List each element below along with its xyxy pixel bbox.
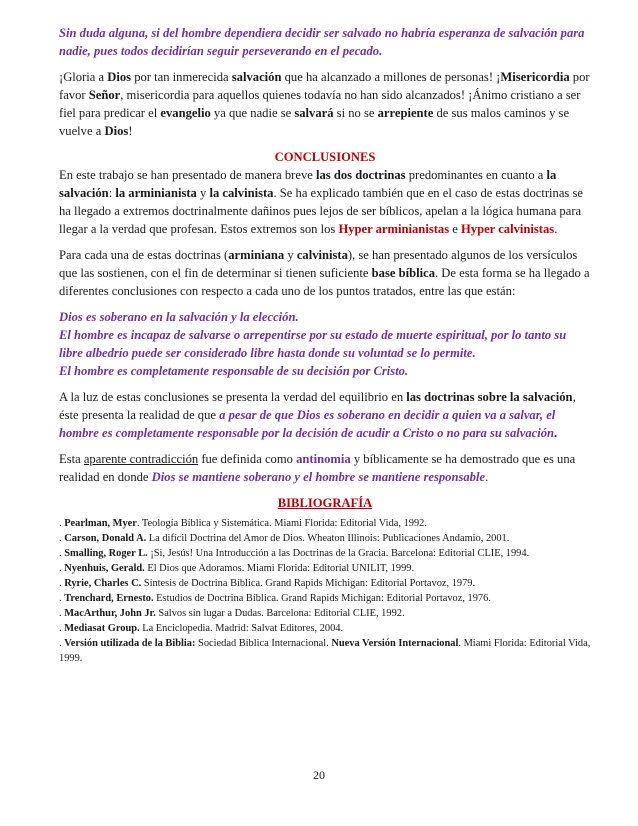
bib-details: Sociedad Bíblica Internacional. [195, 638, 332, 649]
bold-term: Dios [104, 124, 129, 138]
bold-term: la arminianista [115, 186, 197, 200]
antinomia-paragraph [59, 450, 591, 486]
bib-details: Salvos sin lugar a Dudas. Barcelona: Editorial CLIE, 1992. [155, 608, 405, 619]
text: de sus malos caminos y se vuelve a [59, 106, 570, 138]
bold-term: la calvinista [209, 186, 274, 200]
text: ! [128, 124, 133, 138]
bullet: . [59, 518, 65, 529]
bib-author: Smalling, Roger L. [64, 548, 148, 559]
text: En este trabajo se han presentado de manera breve [59, 168, 317, 182]
bibliography-entry [59, 621, 591, 636]
bold-term: arrepiente [377, 106, 434, 120]
text: Para cada una de estas doctrinas ( [59, 248, 229, 262]
text: ), se han presentado algunos de los versículos que las sostienen, con el fin de determinar si tienen suficiente [59, 248, 578, 280]
bib-title: Nueva Versión Internacional [331, 638, 459, 649]
text: , misericordia para aquellos quienes todavía no han sido alcanzados! ¡Ánimo cristiano a ser fiel para predicar el [59, 88, 581, 120]
text: Esta [59, 452, 84, 466]
bold-term: evangelio [160, 106, 211, 120]
bibliography-entry [59, 531, 591, 546]
bib-details: Síntesis de Doctrina Bíblica. Grand Rapids Michigan: Editorial Portavoz, 1979. [141, 578, 476, 589]
text: predominantes en cuanto a [405, 168, 547, 182]
conclusion-point: Dios es soberano en la salvación y la elección. [59, 310, 299, 324]
bib-details: Estudios de Doctrina Bíblica. Grand Rapids Michigan: Editorial Portavoz, 1976. [153, 593, 491, 604]
text: ¡Gloria a [59, 70, 108, 84]
bullet: . [59, 608, 65, 619]
bib-author: Trenchard, Ernesto. [64, 593, 154, 604]
bib-author: Versión utilizada de la Biblia: [64, 638, 196, 649]
conclusion-point: El hombre es incapaz de salvarse o arrepentirse por su estado de muerte espiritual, por lo tanto su libre albedrío puede ser considerado libre hasta donde su voluntad se lo permite. [59, 328, 567, 360]
text: e [449, 222, 461, 236]
text: . [554, 222, 558, 236]
bold-term: salvará [294, 106, 334, 120]
bibliography-entry [59, 516, 591, 531]
bold-term: salvación [231, 70, 282, 84]
bib-author: Carson, Donald A. [64, 533, 147, 544]
bullet: . [59, 578, 65, 589]
bold-term: arminiana [228, 248, 285, 262]
page-number: 20 [313, 768, 325, 782]
conclusion-points [59, 308, 591, 380]
bold-term: Dios [107, 70, 132, 84]
bold-term: la salvación [59, 168, 557, 200]
bullet: . [59, 563, 65, 574]
bullet: . [59, 533, 65, 544]
intro-quote: Sin duda alguna, si del hombre dependiera decidir ser salvado no habría esperanza de salvación para nadie, pues todos decidirían seguir perseverando en el pecado. [59, 26, 585, 58]
bib-details: La Enciclopedia. Madrid: Salvat Editores, 2004. [139, 623, 344, 634]
purple-term: antinomia [296, 452, 351, 466]
bib-details: El Dios que Adoramos. Miami Florida: Editorial UNILIT, 1999. [144, 563, 415, 574]
bibliography-entry [59, 576, 591, 591]
bibliography-list [59, 516, 591, 666]
bullet: . [59, 548, 65, 559]
conclusion-point: El hombre es completamente responsable de su decisión por Cristo. [59, 364, 409, 378]
bold-term: base bíblica [371, 266, 435, 280]
bib-author: MacArthur, John Jr. [64, 608, 156, 619]
text: : [108, 186, 116, 200]
text: . De esta forma se ha llegado a diferentes conclusiones con respecto a cada uno de los puntos tratados, entre las que están: [59, 266, 590, 298]
bib-details: . Miami Florida: Editorial Vida, 1999. [59, 638, 591, 664]
text: A la luz de estas conclusiones se presenta la verdad del equilibrio en [59, 390, 407, 404]
conclusiones-paragraph-2 [59, 246, 591, 300]
bib-author: Mediasat Group. [64, 623, 140, 634]
text: , éste presenta la realidad de que [59, 390, 576, 422]
conclusiones-heading: CONCLUSIONES [274, 150, 376, 164]
bib-details: ¡Si, Jesús! Una Introducción a las Doctrinas de la Gracia. Barcelona: Editorial CLIE, 1994. [147, 548, 530, 559]
bibliography-entry [59, 546, 591, 561]
bold-term: Misericordia [500, 70, 570, 84]
bibliography-entry [59, 591, 591, 606]
text: fue definida como [198, 452, 297, 466]
bib-details: La difícil Doctrina del Amor de Dios. Wheaton Illinois: Publicaciones Andamio, 2001. [146, 533, 510, 544]
bib-author: Nyenhuis, Gerald. [64, 563, 145, 574]
conclusiones-paragraph-1 [59, 166, 591, 238]
text: . [554, 426, 558, 440]
bib-author: Pearlman, Myer [64, 518, 137, 529]
text: que ha alcanzado a millones de personas! ¡ [281, 70, 501, 84]
bold-term: Señor [88, 88, 121, 102]
bibliografia-heading: BIBLIOGRAFÍA [277, 496, 373, 510]
text: ya que nadie se [210, 106, 295, 120]
text: y bíblicamente se ha demostrado que es una realidad en donde [59, 452, 576, 484]
bibliography-entry [59, 636, 591, 666]
bold-term: las doctrinas sobre la salvación [406, 390, 573, 404]
bib-author: Ryrie, Charles C. [64, 578, 142, 589]
bib-details: . Teología Bíblica y Sistemática. Miami Florida: Editorial Vida, 1992. [136, 518, 427, 529]
equilibrio-paragraph [59, 388, 591, 442]
underlined-term: aparente contradicción [83, 452, 199, 466]
red-term: Hyper calvinistas [461, 222, 555, 236]
text: si no se [333, 106, 378, 120]
text: . [485, 470, 489, 484]
page-content [59, 24, 591, 666]
text: . Se ha explicado también que en el caso de estas doctrinas se ha llegado a extremos doctrinalmente dañinos pues lejos de ser bíblicos, apelan a la lógica humana para llegar a la verdad que profesan. Estos extremos son los [59, 186, 583, 236]
bullet: . [59, 638, 65, 649]
gloria-paragraph [59, 68, 591, 140]
red-term: Hyper arminianistas [338, 222, 450, 236]
bibliography-entry [59, 561, 591, 576]
text: y [196, 186, 210, 200]
bullet: . [59, 593, 65, 604]
bullet: . [59, 623, 65, 634]
bibliography-entry [59, 606, 591, 621]
text: y [284, 248, 297, 262]
text: por favor [59, 70, 590, 102]
bold-term: las dos doctrinas [316, 168, 406, 182]
bold-term: calvinista [296, 248, 348, 262]
purple-emphasis: Dios se mantiene soberano y el hombre se mantiene responsable [151, 470, 486, 484]
purple-emphasis: a pesar de que Dios es soberano en decidir a quien va a salvar, el hombre es completamente responsable por la decisión de acudir a Cristo o no para su salvación [59, 408, 556, 440]
text: por tan inmerecida [131, 70, 232, 84]
